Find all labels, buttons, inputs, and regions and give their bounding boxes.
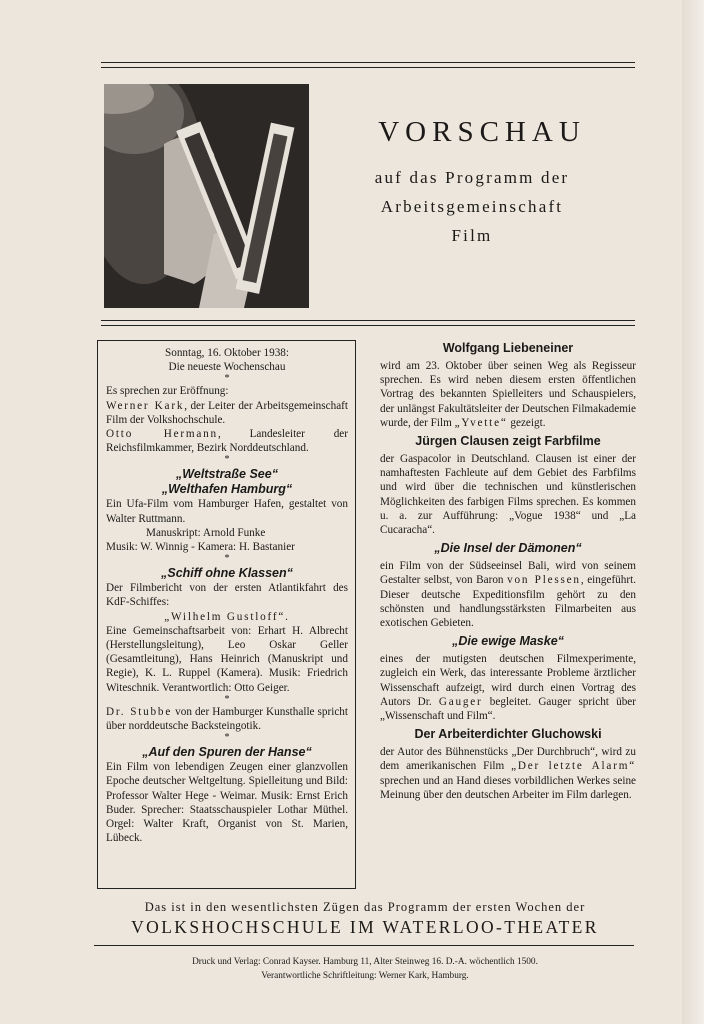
section-1-heading: Wolfgang Liebeneiner	[442, 341, 574, 355]
speaker-2	[106, 427, 348, 455]
separator-star: *	[224, 693, 230, 705]
imprint-line-1: Druck und Verlag: Conrad Kayser. Hamburg 11, Alter Steinweg 16. D.-A. wöchentlich 1500.	[192, 957, 538, 967]
section-4-text	[380, 652, 636, 723]
film-1-description: Ein Ufa-Film vom Hamburger Hafen, gestaltet von Walter Ruttmann.	[106, 498, 348, 525]
separator-star: *	[224, 732, 230, 744]
section-4-text-a: eines der mutigsten deutschen Filmexperimente, zugleich ein Werk, das interessante Probleme ärztlicher Wissenschaft aufzeigt, wird durch einen Vortrag des Autors Dr.	[380, 653, 636, 708]
film-1-credits: Musik: W. Winnig - Kamera: H. Bastanier	[106, 541, 295, 554]
right-column	[380, 341, 636, 802]
section-5-text-b: sprechen und an Hand dieses vorbildlichen Werkes seine Meinung über den deutschen Arbeiter im Film darlegen.	[380, 774, 636, 801]
footer-line-2: VOLKSHOCHSCHULE IM WATERLOO-THEATER	[131, 917, 599, 937]
film-strip-photo	[104, 84, 309, 308]
section-5-text	[380, 745, 636, 802]
footer-line-1: Das ist in den wesentlichsten Zügen das Programm der ersten Wochen der	[144, 900, 586, 914]
talk-name: Dr. Stubbe	[106, 705, 173, 718]
speaker-1-text: , der Leiter der Arbeitsgemeinschaft Film der Volkshochschule.	[106, 399, 348, 426]
page-edge	[682, 0, 704, 1024]
section-2-heading: Jürgen Clausen zeigt Farbfilme	[415, 434, 601, 449]
speaker-1-name: Werner Kark	[106, 399, 185, 412]
film-2-credits: Eine Gemeinschaftsarbeit von: Erhart H. Albrecht (Herstellungsleitung), Leo Oskar Geller (Gesamtleitung), Hans Heinrich (Manuskript und Regie), K. L. Ruppel (Kamera). Musik: Friedrich Witeschnik. Verantwortlich: Otto Geiger.	[106, 624, 348, 694]
footer-rule	[94, 945, 634, 946]
top-rule	[101, 62, 635, 68]
section-1-text-b: gezeigt.	[507, 416, 546, 429]
section-3-text	[380, 559, 636, 630]
section-1-text	[380, 359, 636, 430]
section-1-film: „Yvette“	[454, 416, 508, 429]
film-3-description: Ein Film von lebendigen Zeugen einer glanzvollen Epoche deutscher Weltgeltung. Spielleitung und Bild: Professor Walter Hege - Weimar. Musik: Ernst Erich Buder. Sprecher: Staatsschauspieler Lothar Müthel. Orgel: Walter Kraft, Organist von St. Marien, Lübeck.	[106, 761, 348, 845]
film-strip-image	[104, 84, 309, 308]
section-5-film: „Der letzte Alarm“	[511, 760, 636, 773]
subtitle-line-2: Arbeitsgemeinschaft	[380, 197, 564, 216]
event-date: Sonntag, 16. Oktober 1938:	[165, 347, 289, 359]
newsreel: Die neueste Wochenschau	[168, 361, 286, 374]
film-2-description: Der Filmbericht von der ersten Atlantikfahrt des KdF-Schiffes:	[106, 582, 348, 609]
subtitle-line-3: Film	[451, 226, 493, 245]
section-3-text-b: , eingeführt. Dieser deutsche Expeditionsfilm gehört zu den schönsten und handlungsstärksten Filmarbeiten aus exotischen Gebieten.	[380, 574, 636, 630]
separator-star: *	[224, 553, 230, 565]
section-3-text-a: ein Film von der Südseeinsel Bali, wird von seinem Gestalter selbst, von Baron	[380, 560, 636, 587]
opening-intro: Es sprechen zur Eröffnung:	[106, 385, 229, 398]
film-1-title-b: „Welthafen Hamburg“	[161, 482, 293, 497]
film-3-title: „Auf den Spuren der Hanse“	[142, 745, 312, 760]
speaker-1	[106, 399, 348, 427]
talk-stubbe	[106, 705, 348, 733]
section-4-text-b: begleitet. Gauger spricht über „Wissenschaft und Film“.	[380, 695, 636, 723]
separator-star: *	[224, 373, 230, 385]
page-title: VORSCHAU	[378, 116, 586, 148]
section-1-text-a: wird am 23. Oktober über seinen Weg als Regisseur sprechen. Es wird neben diesem ersten öffentlichen Vortrag des bekannten Spielleiters und Schauspielers, der unlängst Fakultätsleiter der Deutschen Filmakademie wurde, der Film	[380, 360, 636, 429]
section-3-heading: „Die Insel der Dämonen“	[434, 541, 582, 556]
speaker-2-name: Otto Hermann	[106, 428, 218, 441]
section-4-name: Gauger	[438, 695, 483, 708]
talk-text: von der Hamburger Kunsthalle spricht über norddeutsche Backsteingotik.	[106, 705, 349, 733]
subtitle-line-1: auf das Programm der	[374, 168, 570, 187]
film-1-title-a: „Weltstraße See“	[176, 467, 278, 482]
film-2-title: „Schiff ohne Klassen“	[161, 566, 293, 581]
section-2-text: der Gaspacolor in Deutschland. Clausen ist einer der namhaftesten Fachleute auf dem Gebiet des Farbfilms und wird über die technischen und künstlerischen Möglichkeiten des farbigen Films sprechen. Es kommen u. a. zur Aufführung: „Vogue 1938“ und „La Cucaracha“.	[380, 453, 636, 537]
section-5-heading: Der Arbeiterdichter Gluchowski	[414, 727, 602, 742]
speaker-2-text: , Landesleiter der Reichsfilmkammer, Bezirk Norddeutschland.	[106, 428, 348, 455]
imprint-line-2: Verantwortliche Schriftleitung: Werner Kark, Hamburg.	[261, 971, 469, 981]
section-4-heading: „Die ewige Maske“	[452, 634, 564, 649]
program-box	[97, 340, 356, 889]
middle-rule	[101, 320, 635, 326]
film-1-script: Manuskript: Arnold Funke	[146, 526, 266, 539]
imprint	[100, 955, 630, 983]
separator-star: *	[224, 454, 230, 466]
section-5-text-a: der Autor des Bühnenstücks „Der Durchbruch“, wird zu dem amerikanischen Film	[380, 746, 636, 773]
header-block	[322, 116, 622, 250]
subtitle	[322, 163, 622, 250]
section-3-name: von Plessen	[507, 574, 581, 587]
film-2-ship: „Wilhelm Gustloff“.	[164, 610, 290, 623]
